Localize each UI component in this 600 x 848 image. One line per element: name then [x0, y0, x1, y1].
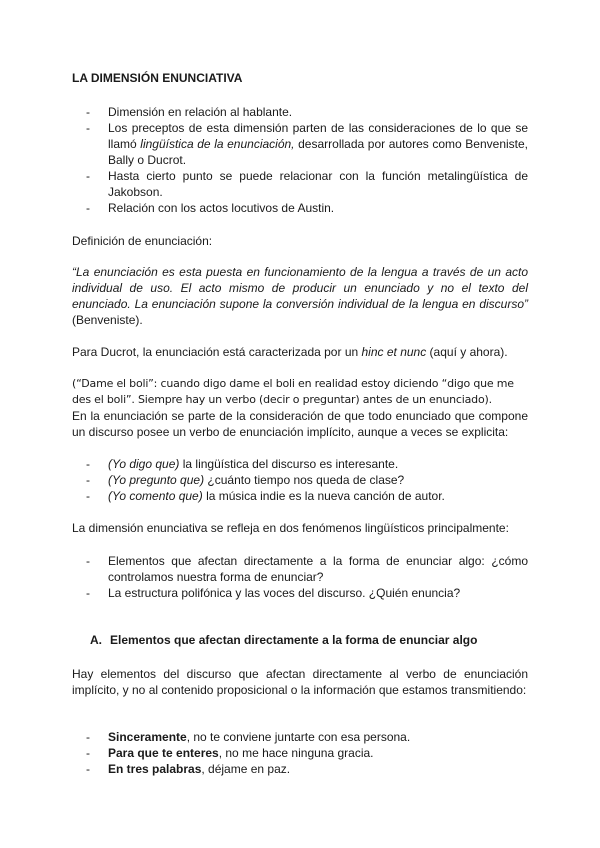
quote-source: (Benveniste). — [72, 313, 143, 327]
quote-text: “La enunciación es esta puesta en funcionamiento de la lengua a través de un acto individual de uso. El acto mismo de producir un enunciado y no el texto del enunciado. La enunciación supone la conversión individual de la lengua en discurso” — [72, 265, 528, 311]
list-item: - (Yo comento que) la música indie es la nueva canción de autor. — [86, 489, 445, 503]
enunciation-paragraph: En la enunciación se parte de la consideración de que todo enunciado que compone un discurso posee un verbo de enunciación implícito, aunque a veces se explicita: — [72, 409, 528, 439]
bold-phrase: Para que te enteres — [108, 746, 219, 760]
dash-marker: - — [86, 554, 90, 568]
dash-marker: - — [86, 586, 90, 600]
examples-list — [72, 456, 528, 504]
dash-marker: - — [86, 105, 90, 119]
dash-marker: - — [86, 746, 90, 760]
list-item: - Elementos que afectan directamente a la forma de enunciar algo: ¿cómo controlamos nuestra forma de enunciar? — [86, 554, 528, 584]
dash-marker: - — [86, 473, 90, 487]
dash-marker: - — [86, 730, 90, 744]
list-item: - En tres palabras, déjame en paz. — [86, 762, 291, 776]
definition-label: Definición de enunciación: — [72, 234, 213, 248]
document-title: LA DIMENSIÓN ENUNCIATIVA — [72, 71, 243, 85]
ducrot-paragraph: Para Ducrot, la enunciación está caracterizada por un hinc et nunc (aquí y ahora). — [72, 345, 508, 359]
dash-marker: - — [86, 169, 90, 183]
benveniste-quote — [72, 264, 528, 328]
adverbials-list — [72, 729, 528, 777]
list-item: - La estructura polifónica y las voces del discurso. ¿Quién enuncia? — [86, 586, 461, 600]
emphasis: (Yo digo que) — [108, 457, 180, 471]
list-item: - Hasta cierto punto se puede relacionar con la función metalingüística de Jakobson. — [86, 169, 528, 199]
emphasis: (Yo comento que) — [108, 489, 203, 503]
list-item: - Sinceramente, no te conviene juntarte con esa persona. — [86, 730, 411, 744]
characteristics-list — [72, 104, 528, 216]
example-note: (“Dame el boli”: cuando digo dame el boli en realidad estoy diciendo “digo que me des el boli”. Siempre hay un verbo (decir o preguntar) antes de un enunciado). — [72, 377, 514, 406]
section-title: Elementos que afectan directamente a la forma de enunciar algo — [110, 633, 478, 647]
phenomena-paragraph: La dimensión enunciativa se refleja en dos fenómenos lingüísticos principalmente: — [72, 521, 509, 535]
bold-phrase: Sinceramente — [108, 730, 187, 744]
dash-marker: - — [86, 489, 90, 503]
elements-paragraph: Hay elementos del discurso que afectan directamente al verbo de enunciación implícito, y no al contenido proposicional o la información que estamos transmitiendo: — [72, 667, 528, 697]
dash-marker: - — [86, 121, 90, 135]
dash-marker: - — [86, 201, 90, 215]
emphasis: lingüística de la enunciación, — [140, 137, 295, 151]
list-item: - Dimensión en relación al hablante. — [86, 105, 293, 119]
list-item: - (Yo digo que) la lingüística del discurso es interesante. — [86, 457, 399, 471]
bold-phrase: En tres palabras — [108, 762, 202, 776]
list-item: - (Yo pregunto que) ¿cuánto tiempo nos queda de clase? — [86, 473, 405, 487]
emphasis: hinc et nunc — [361, 345, 427, 359]
list-item: - Relación con los actos locutivos de Austin. — [86, 201, 335, 215]
section-letter: A. — [90, 633, 102, 647]
list-item: - Los preceptos de esta dimensión parten de las consideraciones de lo que se llamó lingüística de la enunciación, desarrollada por autores como Benveniste, Bally o Ducrot. — [86, 121, 528, 167]
emphasis: (Yo pregunto que) — [108, 473, 205, 487]
dash-marker: - — [86, 457, 90, 471]
list-item: - Para que te enteres, no me hace ninguna gracia. — [86, 746, 374, 760]
phenomena-list — [72, 553, 528, 601]
section-heading — [72, 632, 528, 648]
dash-marker: - — [86, 762, 90, 776]
